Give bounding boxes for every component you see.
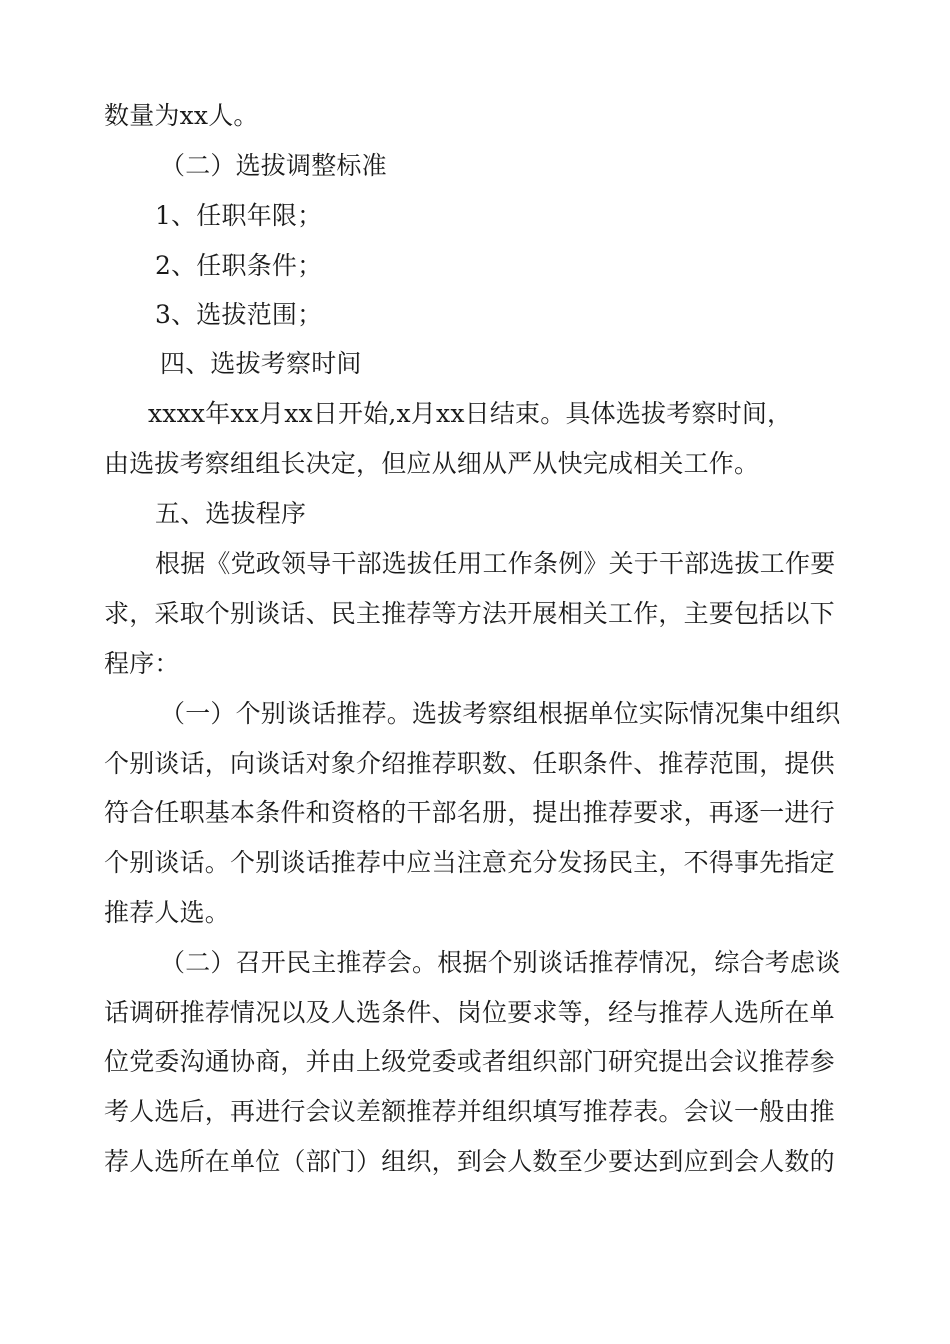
list-item-scope: 3、选拔范围； bbox=[155, 300, 323, 329]
section-heading-timeline: 四、选拔考察时间 bbox=[160, 349, 362, 378]
text-line-18: （二）召开民主推荐会。根据个别谈话推荐情况，综合考虑谈 bbox=[160, 948, 841, 977]
text-line-13: （一）个别谈话推荐。选拔考察组根据单位实际情况集中组织 bbox=[160, 699, 841, 728]
text-line-16: 个别谈话。个别谈话推荐中应当注意充分发扬民主，不得事先指定 bbox=[104, 848, 835, 877]
section-heading-procedure: 五、选拔程序 bbox=[155, 499, 307, 528]
text-line-12: 程序： bbox=[104, 649, 180, 678]
list-item-tenure: 1、任职年限； bbox=[155, 201, 323, 230]
text-line-11: 求，采取个别谈话、民主推荐等方法开展相关工作，主要包括以下 bbox=[104, 599, 835, 628]
text-line-20: 位党委沟通协商，并由上级党委或者组织部门研究提出会议推荐参 bbox=[104, 1047, 835, 1076]
section-heading-selection-standards: （二）选拔调整标准 bbox=[160, 151, 387, 180]
text-line-21: 考人选后，再进行会议差额推荐并组织填写推荐表。会议一般由推 bbox=[104, 1097, 835, 1126]
text-line-8: 由选拔考察组组长决定，但应从细从严从快完成相关工作。 bbox=[104, 449, 760, 478]
text-line-17: 推荐人选。 bbox=[104, 898, 231, 927]
text-line-14: 个别谈话，向谈话对象介绍推荐职数、任职条件、推荐范围，提供 bbox=[104, 749, 835, 778]
text-line-22: 荐人选所在单位（部门）组织，到会人数至少要达到应到会人数的 bbox=[104, 1147, 835, 1176]
text-line-19: 话调研推荐情况以及人选条件、岗位要求等，经与推荐人选所在单 bbox=[104, 998, 835, 1027]
text-line-10: 根据《党政领导干部选拔任用工作条例》关于干部选拔工作要 bbox=[155, 549, 836, 578]
list-item-conditions: 2、任职条件； bbox=[155, 251, 323, 280]
text-line-7: xxxx年xx月xx日开始,x月xx日结束。具体选拔考察时间， bbox=[148, 399, 793, 428]
text-line-15: 符合任职基本条件和资格的干部名册，提出推荐要求，再逐一进行 bbox=[104, 798, 835, 827]
text-line-1: 数量为xx人。 bbox=[104, 101, 259, 130]
